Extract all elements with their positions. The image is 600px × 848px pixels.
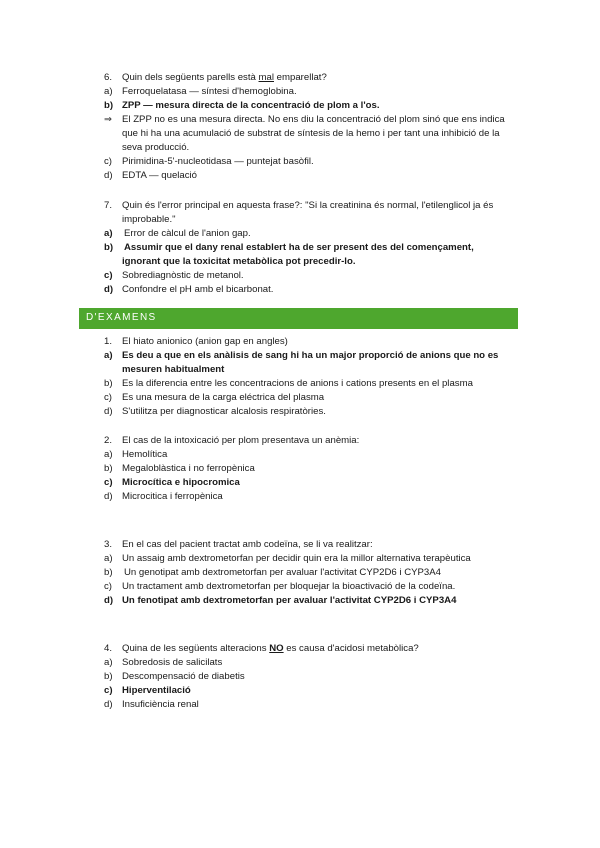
exam-q2-option-b: Megaloblàstica i no ferropènica: [122, 463, 255, 474]
exam-q2-option-b-letter: b): [104, 463, 113, 474]
q6-option-a-letter: a): [104, 86, 113, 97]
exam-q1-option-d-letter: d): [104, 406, 113, 417]
exam-q1-option-a: mesuren habitualment: [122, 364, 225, 375]
exam-q4-option-d-letter: d): [104, 699, 113, 710]
exam-q1-option-c-letter: c): [104, 392, 112, 403]
q7-option-b: Assumir que el dany renal establert ha de ser present des del començament,: [124, 242, 474, 253]
q7-question: improbable.": [122, 214, 176, 225]
exam-q4-option-b: Descompensació de diabetis: [122, 671, 245, 682]
q7-option-c-letter: c): [104, 270, 113, 281]
exam-q3-number: 3.: [104, 539, 113, 550]
q6-explanation-line: que hi ha una acumulació de substrat de síntesis de la hemo i per tant una inhibició de la: [122, 128, 500, 139]
q7-option-d-letter: d): [104, 284, 114, 295]
exam-q1-question: El hiato anionico (anion gap en angles): [122, 336, 288, 347]
exam-q1-number: 1.: [104, 336, 113, 347]
q7-option-d: Confondre el pH amb el bicarbonat.: [122, 284, 274, 295]
q7-option-b-letter: b): [104, 242, 114, 253]
q6-explanation-line: El ZPP no es una mesura directa. No ens diu la concentració del plom sinó que ens indica: [122, 114, 505, 125]
exam-q2-question: El cas de la intoxicació per plom presentava un anèmia:: [122, 435, 360, 446]
exam-q3-option-d: Un fenotipat amb dextrometorfan per avaluar l'activitat CYP2D6 i CYP3A4: [122, 595, 457, 606]
q6-option-c: Pirimidina-5'-nucleotidasa — puntejat basòfil.: [122, 156, 314, 167]
exam-q2-option-c-letter: c): [104, 477, 113, 488]
exam-q1-option-a-letter: a): [104, 350, 113, 361]
exam-q1-option-b: Es la diferencia entre les concentracions de anions i cations presents en el plasma: [122, 378, 473, 389]
exam-q3-option-a-letter: a): [104, 553, 113, 564]
exam-q2-option-a-letter: a): [104, 449, 113, 460]
exam-q2-option-c: Microcítica e hipocromica: [122, 477, 240, 488]
exam-q3-option-c-letter: c): [104, 581, 112, 592]
exam-q4-question: Quina de les següents alteracions NO es causa d'acidosi metabòlica?: [122, 643, 419, 654]
exam-q2-number: 2.: [104, 435, 113, 446]
q6-option-a: Ferroquelatasa — síntesi d'hemoglobina.: [122, 86, 297, 97]
exam-q3-option-b: Un genotipat amb dextrometorfan per avaluar l'activitat CYP2D6 i CYP3A4: [124, 567, 441, 578]
exam-q3-option-c: Un tractament amb dextrometorfan per bloquejar la bioactivació de la codeïna.: [122, 581, 456, 592]
exam-q4-option-c-letter: c): [104, 685, 113, 696]
exam-q1-option-a: Es deu a que en els anàlisis de sang hi ha un major proporció de anions que no es: [122, 350, 499, 361]
q7-question: Quin és l'error principal en aquesta frase?: "Si la creatinina és normal, l'etilenglicol ja és: [122, 200, 494, 211]
arrow-icon: ⇒: [104, 114, 113, 125]
q6-option-b-letter: b): [104, 100, 114, 111]
exam-q2-option-d-letter: d): [104, 491, 113, 502]
exam-q1-option-d: S'utilitza per diagnosticar alcalosis respiratòries.: [122, 406, 326, 417]
q6-option-d: EDTA — quelació: [122, 170, 198, 181]
exam-q4-option-a: Sobredosis de salicilats: [122, 657, 223, 668]
q7-option-a-letter: a): [104, 228, 113, 239]
exam-q4-number: 4.: [104, 643, 113, 654]
exam-q1-option-b-letter: b): [104, 378, 113, 389]
q7-option-a: Error de càlcul de l'anion gap.: [124, 228, 251, 239]
q6-option-c-letter: c): [104, 156, 112, 167]
exam-q1-option-c: Es una mesura de la carga eléctrica del plasma: [122, 392, 325, 403]
exam-q3-question: En el cas del pacient tractat amb codeïna, se li va realitzar:: [122, 539, 373, 550]
section-header: [79, 308, 518, 329]
q6-number: 6.: [104, 72, 113, 83]
exam-q4-option-d: Insuficiència renal: [122, 699, 199, 710]
exam-q3-option-b-letter: b): [104, 567, 113, 578]
exam-q2-option-d: Microcitica i ferropènica: [122, 491, 223, 502]
q6-option-d-letter: d): [104, 170, 113, 181]
q7-option-c: Sobrediagnòstic de metanol.: [122, 270, 244, 281]
exam-q4-option-b-letter: b): [104, 671, 113, 682]
exam-q4-option-c: Hiperventilació: [122, 685, 191, 696]
exam-q3-option-a: Un assaig amb dextrometorfan per decidir quin era la millor alternativa terapèutica: [122, 553, 471, 564]
q7-option-b: ignorant que la toxicitat metabòlica pot precedir-lo.: [122, 256, 356, 267]
exam-q2-option-a: Hemolítica: [122, 449, 168, 460]
exam-q4-option-a-letter: a): [104, 657, 113, 668]
q6-question: Quin dels següents parells està mal emparellat?: [122, 72, 327, 83]
q6-option-b: ZPP — mesura directa de la concentració de plom a l'os.: [122, 100, 380, 111]
q7-number: 7.: [104, 200, 113, 211]
exam-q3-option-d-letter: d): [104, 595, 114, 606]
section-header-label: D'EXAMENS: [86, 312, 157, 323]
q6-explanation-line: seva producció.: [122, 142, 190, 153]
